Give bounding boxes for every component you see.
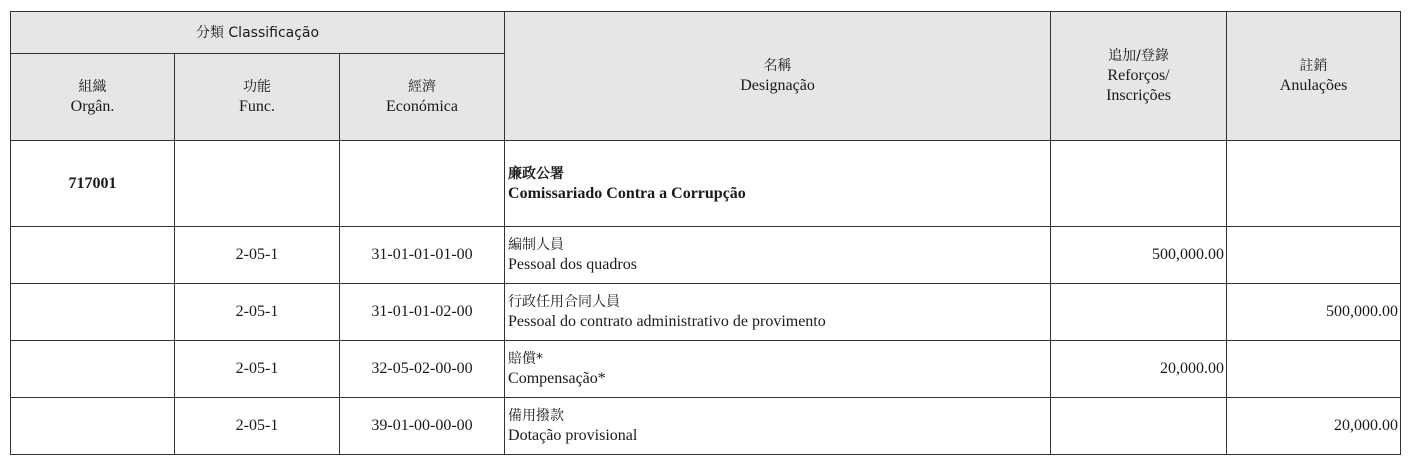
econ-cell: 31-01-01-02-00	[340, 284, 505, 341]
designation-cell	[505, 398, 1051, 455]
organ-cell	[11, 398, 175, 455]
organ-func-cell	[175, 141, 340, 227]
func-header-zh: 功能	[243, 79, 271, 95]
designation-cell	[505, 341, 1051, 398]
designation-header	[505, 12, 1051, 141]
designation-zh: 備用撥款	[508, 408, 565, 424]
table-row	[11, 227, 1401, 284]
designation-pt: Compensação*	[508, 370, 606, 387]
anulacoes-header	[1227, 12, 1401, 141]
organ-cell	[11, 284, 175, 341]
anulacoes-header-zh: 註銷	[1299, 58, 1328, 74]
reforcos-header	[1051, 12, 1227, 141]
func-cell: 2-05-1	[175, 341, 340, 398]
designation-header-zh: 名稱	[763, 58, 792, 74]
designation-zh: 行政任用合同人員	[508, 294, 621, 310]
reforcos-cell: 20,000.00	[1051, 341, 1227, 398]
organ-reforcos-cell	[1051, 141, 1227, 227]
reforcos-header-zh: 追加/登錄	[1108, 48, 1169, 64]
econ-cell: 31-01-01-01-00	[340, 227, 505, 284]
reforcos-cell: 500,000.00	[1051, 227, 1227, 284]
reforcos-cell	[1051, 398, 1227, 455]
organ-anulacoes-cell	[1227, 141, 1401, 227]
func-header-pt: Func.	[239, 98, 275, 115]
table-row	[11, 398, 1401, 455]
organ-header-zh: 組織	[78, 79, 107, 95]
reforcos-header-pt1: Reforços/	[1107, 67, 1170, 84]
econ-header	[340, 54, 505, 141]
organ-row	[11, 141, 1401, 227]
econ-header-zh: 經濟	[408, 79, 437, 95]
designation-pt: Pessoal do contrato administrativo de provimento	[508, 313, 826, 330]
func-header	[175, 54, 340, 141]
econ-cell: 32-05-02-00-00	[340, 341, 505, 398]
designation-zh: 編制人員	[508, 237, 565, 253]
func-cell: 2-05-1	[175, 398, 340, 455]
organ-econ-cell	[340, 141, 505, 227]
table-row	[11, 284, 1401, 341]
designation-cell	[505, 227, 1051, 284]
anulacoes-cell: 20,000.00	[1227, 398, 1401, 455]
anulacoes-cell	[1227, 227, 1401, 284]
econ-header-pt: Económica	[386, 98, 458, 115]
designation-header-pt: Designação	[740, 77, 815, 94]
organ-code: 717001	[11, 141, 175, 227]
organ-cell	[11, 227, 175, 284]
classification-header	[11, 12, 505, 54]
designation-zh: 賠償*	[508, 351, 544, 367]
func-cell: 2-05-1	[175, 227, 340, 284]
organ-header	[11, 54, 175, 141]
anulacoes-cell: 500,000.00	[1227, 284, 1401, 341]
organ-name-pt: Comissariado Contra a Corrupção	[508, 184, 746, 202]
classification-label: 分類 Classificação	[195, 24, 320, 41]
econ-cell: 39-01-00-00-00	[340, 398, 505, 455]
organ-name-zh: 廉政公署	[508, 165, 565, 182]
reforcos-cell	[1051, 284, 1227, 341]
designation-pt: Pessoal dos quadros	[508, 256, 637, 273]
reforcos-header-pt2: Inscrições	[1106, 87, 1171, 104]
func-cell: 2-05-1	[175, 284, 340, 341]
anulacoes-cell	[1227, 341, 1401, 398]
designation-pt: Dotação provisional	[508, 427, 638, 444]
table-row	[11, 341, 1401, 398]
designation-cell	[505, 284, 1051, 341]
organ-header-pt: Orgân.	[70, 98, 115, 115]
organ-name-cell	[505, 141, 1051, 227]
anulacoes-header-pt: Anulações	[1279, 77, 1348, 94]
organ-cell	[11, 341, 175, 398]
budget-table	[10, 11, 1401, 455]
